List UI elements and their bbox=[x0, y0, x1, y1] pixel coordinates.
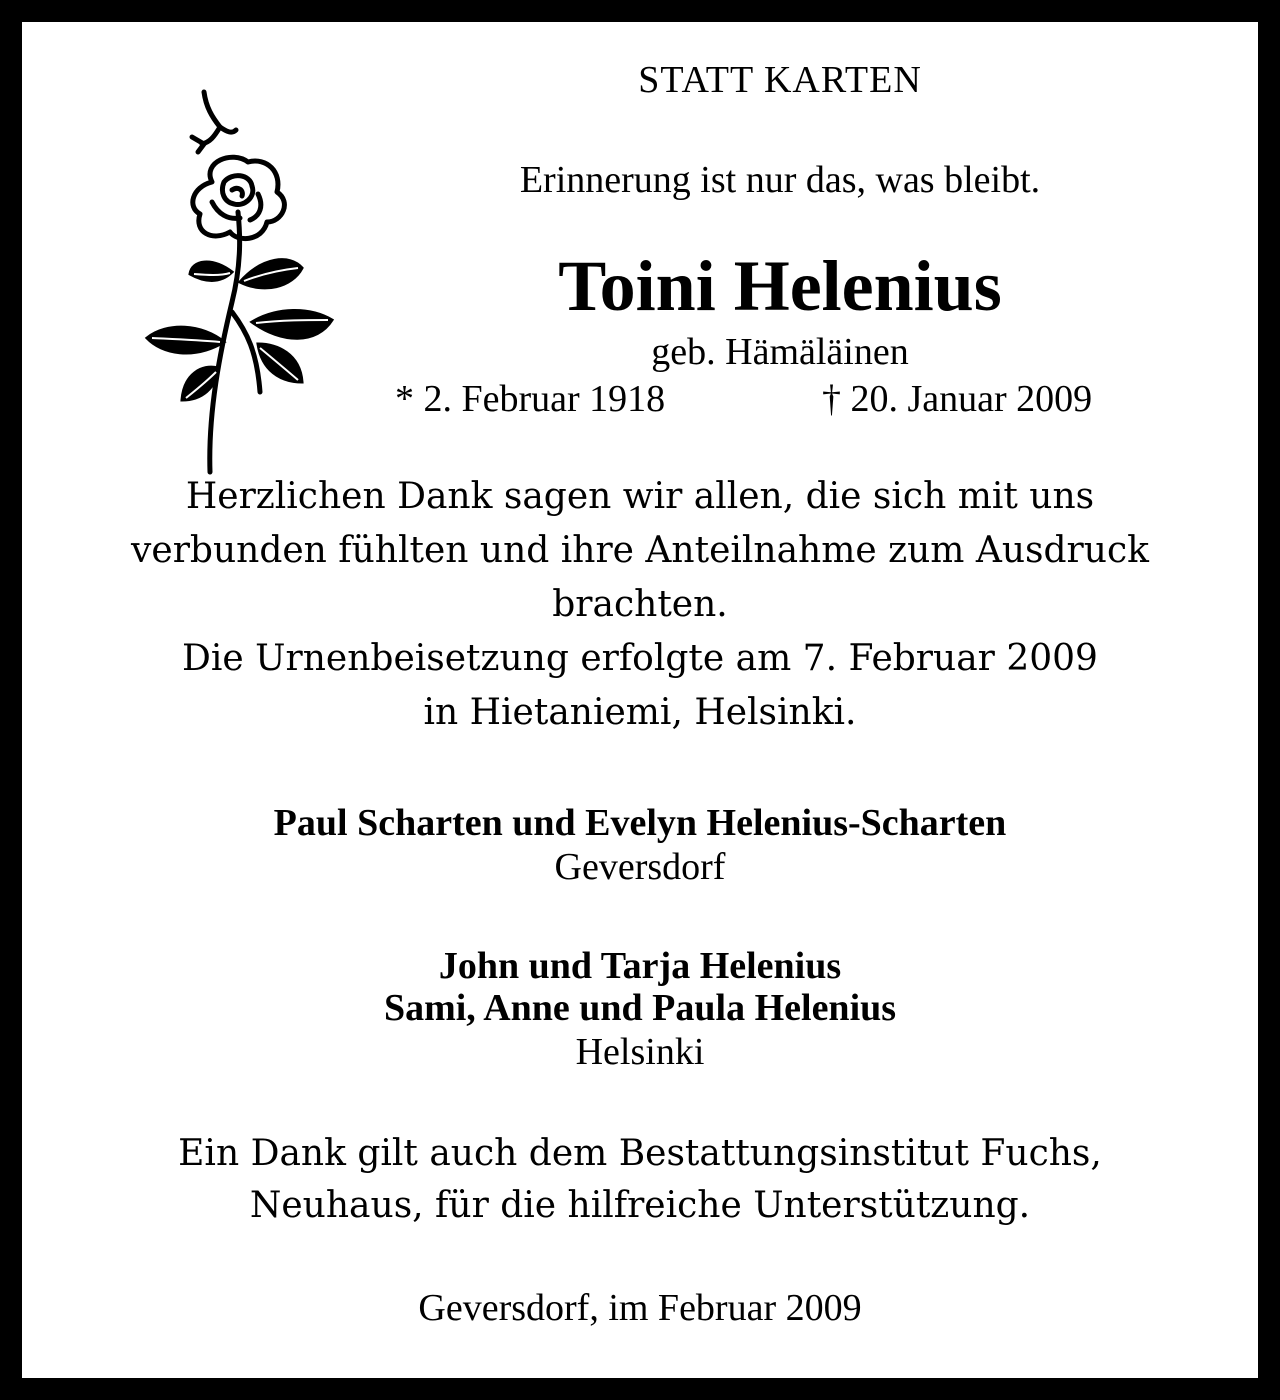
burial-paragraph bbox=[30, 632, 1250, 740]
thanks-line: verbunden fühlten und ihre Anteilnahme zum Ausdruck bbox=[131, 530, 1149, 571]
life-dates bbox=[22, 377, 1258, 427]
statt-karten-label: STATT KARTEN bbox=[638, 59, 922, 101]
birth-date: * 2. Februar 1918 bbox=[395, 378, 666, 420]
family-place: Helsinki bbox=[575, 1031, 705, 1073]
thanks-paragraph bbox=[30, 470, 1250, 632]
family-names: John und Tarja Helenius bbox=[438, 945, 842, 987]
family-names: Paul Scharten und Evelyn Helenius-Scharten bbox=[273, 802, 1007, 844]
family-group bbox=[30, 945, 1250, 1075]
undertaker-line: Neuhaus, für die hilfreiche Unterstützung. bbox=[249, 1185, 1031, 1226]
family-place: Geversdorf bbox=[554, 846, 726, 888]
death-date: † 20. Januar 2009 bbox=[822, 378, 1093, 420]
thanks-line: brachten. bbox=[552, 584, 728, 625]
deceased-name: Toini Helenius bbox=[558, 246, 1002, 326]
burial-line: Die Urnenbeisetzung erfolgte am 7. Februar 2009 bbox=[182, 638, 1098, 679]
place-date-signature: Geversdorf, im Februar 2009 bbox=[418, 1287, 862, 1329]
maiden-name: geb. Hämäläinen bbox=[651, 331, 909, 373]
burial-line: in Hietaniemi, Helsinki. bbox=[423, 692, 857, 733]
memorial-motto: Erinnerung ist nur das, was bleibt. bbox=[519, 159, 1041, 201]
thanks-line: Herzlichen Dank sagen wir allen, die sich mit uns bbox=[185, 476, 1095, 517]
undertaker-line: Ein Dank gilt auch dem Bestattungsinstitut Fuchs, bbox=[178, 1133, 1102, 1174]
undertaker-thanks bbox=[30, 1128, 1250, 1232]
family-names: Sami, Anne und Paula Helenius bbox=[383, 987, 897, 1029]
family-group bbox=[30, 802, 1250, 890]
